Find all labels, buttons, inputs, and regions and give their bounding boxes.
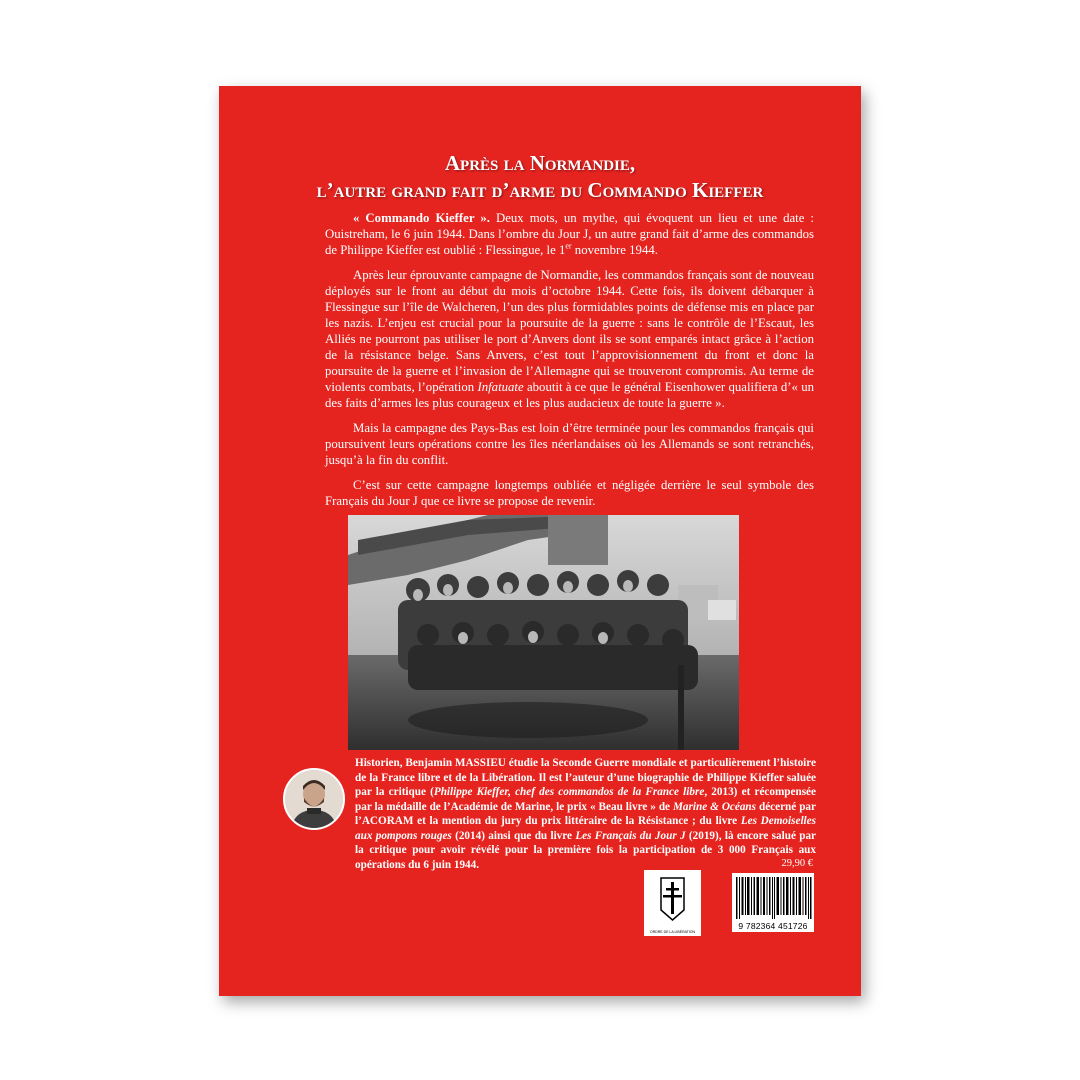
isbn-barcode [732, 873, 814, 932]
bio-text-b: , 2013) et récompensée par la médaille de l’Académie de Marine, le prix « Beau livre » de [355, 786, 816, 813]
synopsis-paragraph-4: C’est sur cette campagne longtemps oubliée et négligée derrière le seul symbole des Français du Jour J que ce livre se propose de revenir. [325, 478, 814, 508]
synopsis-p1-text: Deux mots, un mythe, qui évoquent un lieu et une date : Ouistreham, le 6 juin 1944. Dans l’ombre du Jour J, un autre grand fait d’arme des commandos de Philippe Kieffer est oublié : Flessingue, le 1 [325, 211, 814, 257]
bio-text-a: Historien, Benjamin MASSIEU étudie la Seconde Guerre mondiale et particulièrement l’histoire de la France libre et de la Libération. Il est l’auteur d’une biographie de Philippe Kieffer saluée par la critique ( [355, 757, 816, 798]
synopsis-paragraph-1 [325, 210, 814, 258]
synopsis-paragraph-2 [325, 267, 814, 411]
author-biography [355, 756, 816, 872]
seal-caption: ORDRE DE LA LIBÉRATION [649, 930, 696, 934]
bio-book-title-3: Les Français du Jour J [575, 829, 686, 842]
isbn-number: 9 782364 451726 [738, 921, 808, 931]
book-back-cover [219, 86, 861, 996]
bio-magazine-title: Marine & Océans [672, 800, 756, 813]
cover-headline [249, 150, 831, 204]
bio-text-c: décerné par l’ACORAM et la mention du jury du prix littéraire de la Résistance ; du livre [355, 800, 816, 827]
bio-text-d: (2014) ainsi que du livre [451, 829, 576, 842]
price-label: 29,90 € [781, 858, 813, 869]
synopsis-paragraph-3: Mais la campagne des Pays-Bas est loin d’être terminée pour les commandos français qui poursuivent leurs opérations contre les îles néerlandaises où les Allemands se sont retranchés, jusqu’à la fin du conflit. [325, 421, 814, 467]
operation-name: Infatuate [477, 380, 524, 394]
synopsis [325, 210, 814, 518]
superscript: er [565, 241, 572, 251]
ordre-liberation-logo [644, 870, 701, 936]
photo-illustration [348, 515, 739, 750]
synopsis-p2-text-b: aboutit à ce que le général Eisenhower qualifiera d’« un des faits d’armes les plus courageux et les plus audacieux de toute la guerre ». [325, 380, 815, 410]
synopsis-p2-text-a: Après leur éprouvante campagne de Normandie, les commandos français sont de nouveau déployés sur le front au début du mois d’octobre 1944. Cette fois, ils doivent débarquer à Flessingue sur l’île de Walcheren, l’un des plus formidables points de défense mis en place par les nazis. L’enjeu est crucial pour la poursuite de la guerre : sans le contrôle de l’Escaut, les Alliés ne pourront pas utiliser le port d’Anvers dont ils se sont emparés intact grâce à l’action de la résistance belge. Sans Anvers, c’est tout l’approvisionnement du front et donc la poursuite de la guerre et l’invasion de l’Allemagne qui se trouveront compromis. Au terme de violents combats, l’opération [325, 268, 814, 394]
bio-book-title-2: Les Demoiselles aux pompons rouges [355, 815, 816, 842]
bio-text-e: (2019), là encore salué par la critique pour avoir révélé pour la première fois la participation de 3 000 Français aux opérations du 6 juin 1944. [355, 829, 817, 871]
commando-group-photo [348, 515, 739, 750]
bio-book-title-1: Philippe Kieffer, chef des commandos de la France libre [433, 786, 705, 798]
headline-line-2: l’autre grand fait d’arme du Commando Kieffer [316, 178, 764, 202]
synopsis-bold-title: « Commando Kieffer ». [353, 211, 490, 225]
headline-line-1: Après la Normandie, [444, 151, 636, 175]
cross-of-lorraine-icon [644, 870, 701, 926]
author-photo [283, 768, 345, 830]
barcode-icon [732, 873, 814, 921]
synopsis-p1-end: novembre 1944. [571, 243, 658, 257]
author-portrait-illustration [285, 770, 343, 828]
